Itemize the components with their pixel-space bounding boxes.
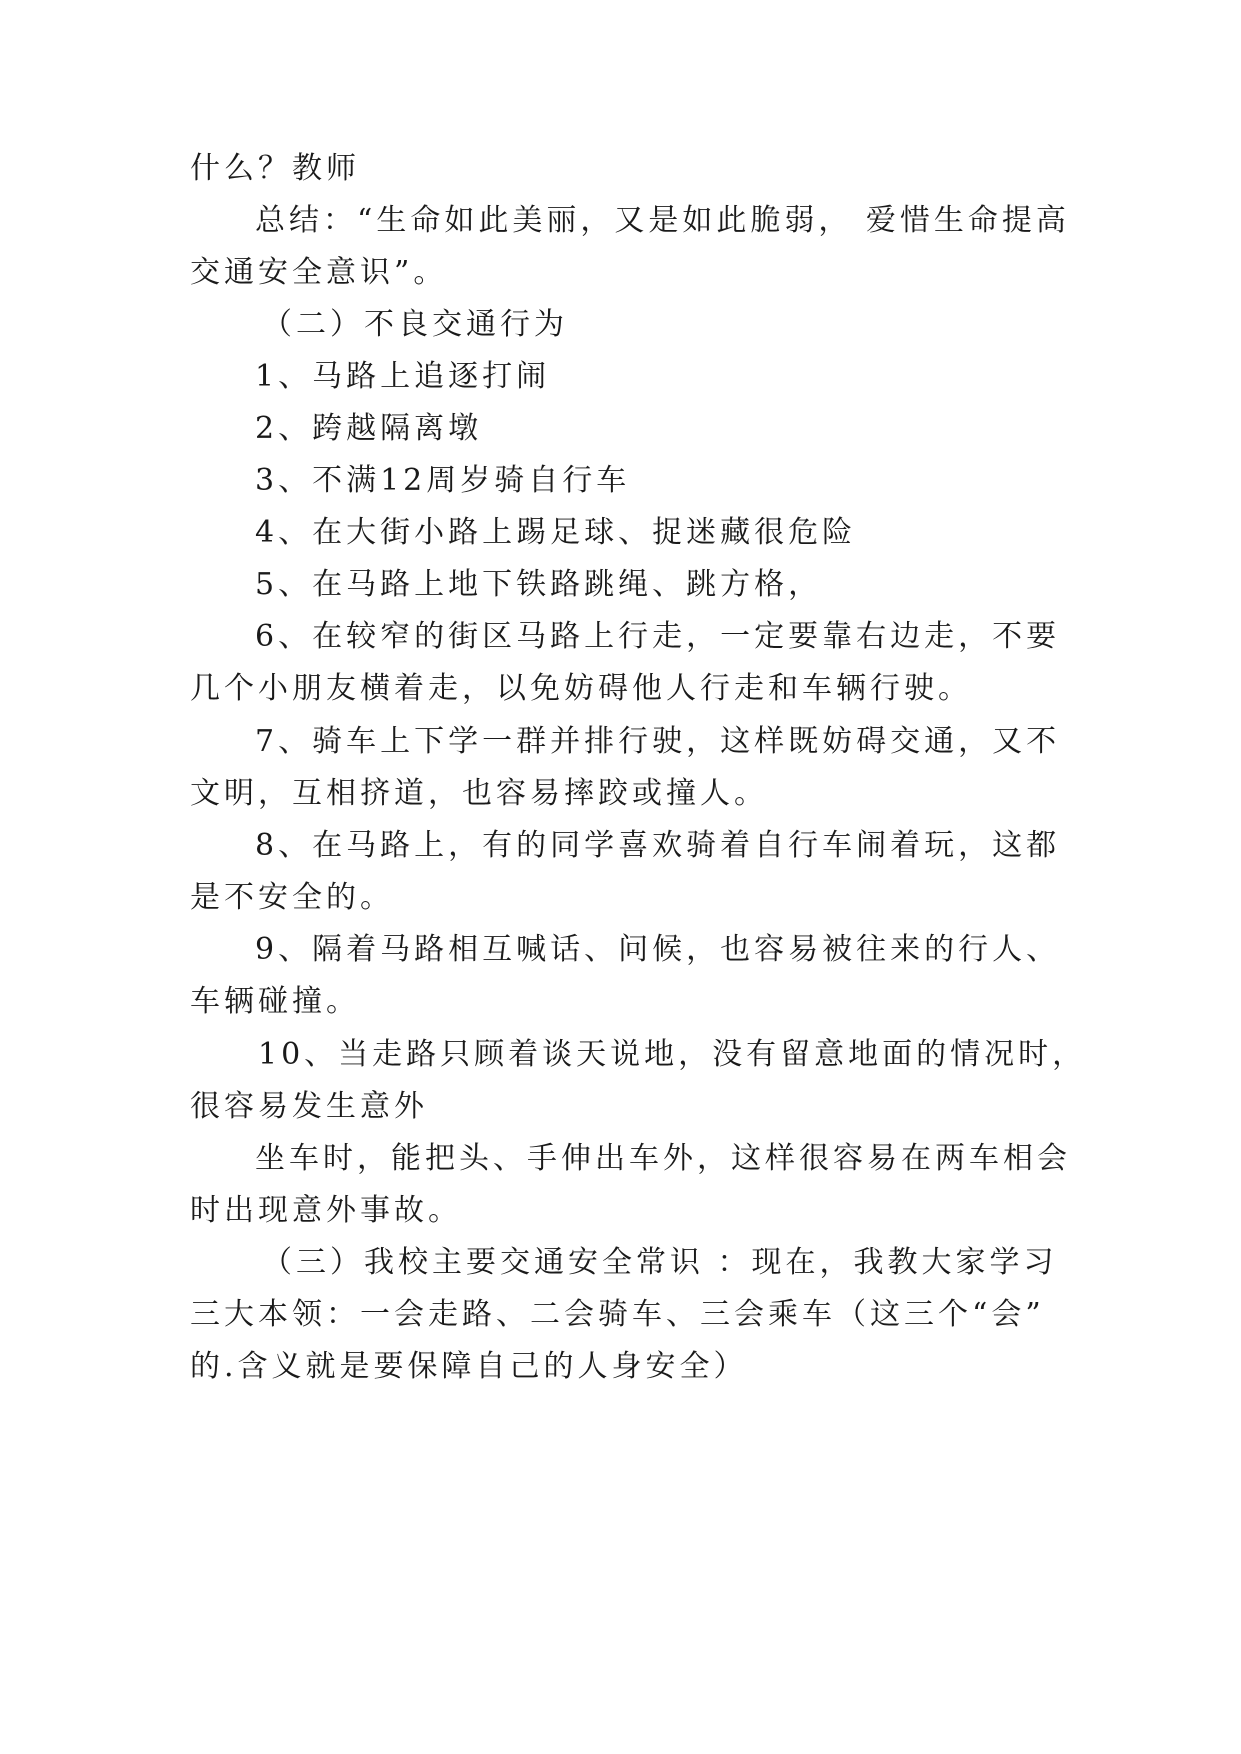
text-line-riding-cont: 时出现意外事故。 [190,1193,462,1228]
list-item-8-cont: 是不安全的。 [190,880,394,915]
text-line-skills: 三大本领：一会走路、二会骑车、三会乘车（这三个“会” [190,1297,1045,1332]
list-item-6-cont: 几个小朋友横着走，以免妨碍他人行走和车辆行驶。 [190,671,972,706]
list-item-6: 6、在较窄的街区马路上行走，一定要靠右边走，不要 [255,619,1061,654]
text-line-3: 交通安全意识”。 [190,255,448,290]
text-line-2: 总结：“生命如此美丽，又是如此脆弱， 爱惜生命提高 [255,203,1070,238]
list-item-4: 4、在大街小路上踢足球、捉迷藏很危险 [255,515,857,550]
section-heading-2: （二）不良交通行为 [262,307,568,342]
list-item-9-cont: 车辆碰撞。 [190,984,360,1019]
list-item-3: 3、不满12周岁骑自行车 [255,463,631,498]
text-line-riding: 坐车时，能把头、手伸出车外，这样很容易在两车相会 [255,1141,1071,1176]
section-heading-3: （三）我校主要交通安全常识 ：现在，我教大家学习 [262,1245,1058,1280]
list-item-7-cont: 文明，互相挤道，也容易摔跤或撞人。 [190,776,768,811]
text-line-skills-cont: 的.含义就是要保障自己的人身安全） [190,1349,748,1384]
list-item-7: 7、骑车上下学一群并排行驶，这样既妨碍交通，又不 [255,724,1061,759]
list-item-5: 5、在马路上地下铁路跳绳、跳方格， [255,567,823,602]
list-item-9: 9、隔着马路相互喊话、问候，也容易被往来的行人、 [255,932,1061,967]
list-item-2: 2、跨越隔离墩 [255,411,483,446]
list-item-10: 10、当走路只顾着谈天说地，没有留意地面的情况时， [258,1037,1087,1072]
text-line-1: 什么？教师 [190,151,360,186]
list-item-1: 1、马路上追逐打闹 [255,359,551,394]
list-item-10-cont: 很容易发生意外 [190,1089,428,1124]
list-item-8: 8、在马路上，有的同学喜欢骑着自行车闹着玩，这都 [255,828,1061,863]
